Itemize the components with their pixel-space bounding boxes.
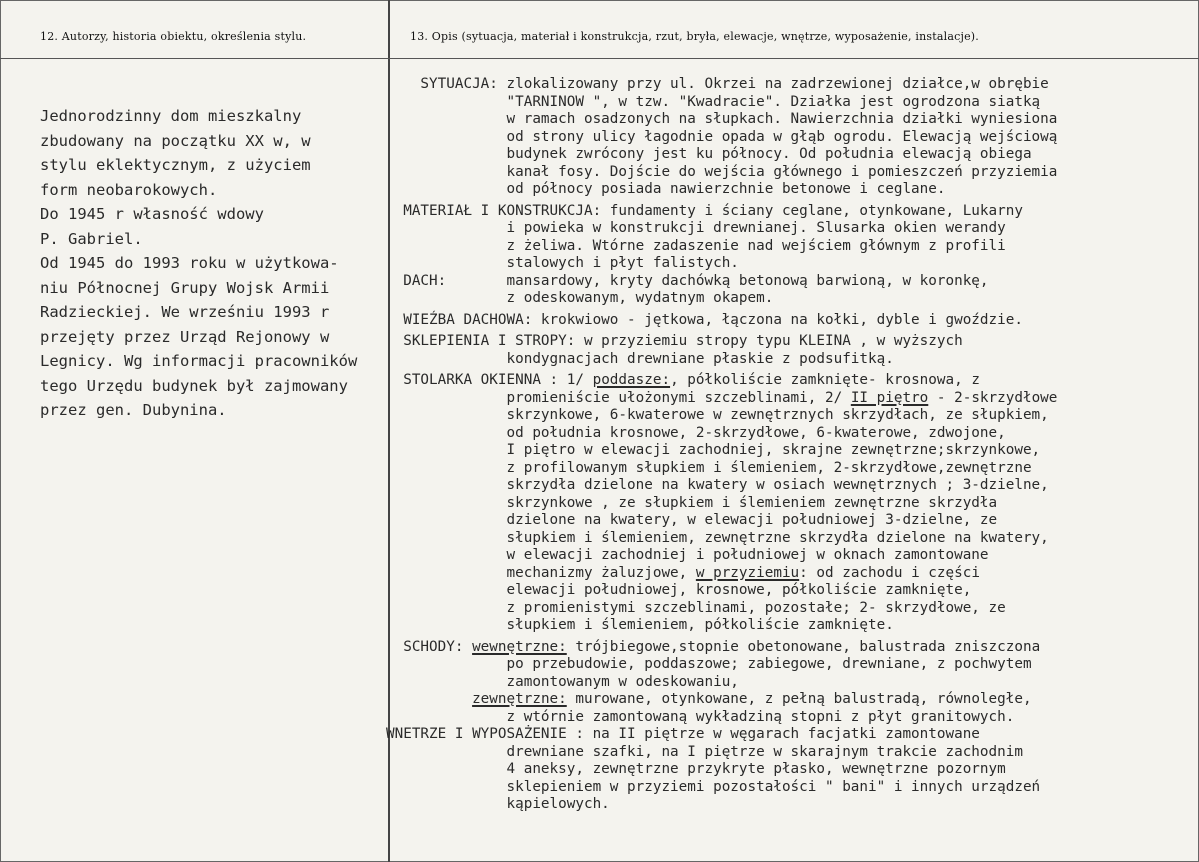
text-line bbox=[386, 390, 1196, 408]
text-line: z żeliwa. Wtórne zadaszenie nad wejściem głównym z profili bbox=[386, 237, 1006, 254]
section-material bbox=[386, 203, 1196, 273]
left-column-header: 12. Autorzy, historia obiektu, określenia stylu. bbox=[40, 30, 307, 43]
text-line: słupkiem i ślemieniem, zewnętrzne skrzydła dzielone na kwatery, bbox=[386, 529, 1049, 546]
history-line: Od 1945 do 1993 roku w użytkowa- bbox=[40, 254, 339, 272]
text-line: sklepieniem w przyziemi pozostałości " bani" i innych urządzeń bbox=[386, 778, 1041, 795]
text-line bbox=[386, 372, 1196, 390]
text-line: MATERIAŁ I KONSTRUKCJA: fundamenty i ściany ceglane, otynkowane, Lukarny bbox=[386, 202, 1023, 219]
history-line: Legnicy. Wg informacji pracowników bbox=[40, 352, 358, 370]
history-line: P. Gabriel. bbox=[40, 229, 143, 248]
history-line: zbudowany na początku XX w, w bbox=[40, 131, 311, 150]
text-line: zamontowanym w odeskowaniu, bbox=[386, 673, 739, 690]
text-line: skrzydła dzielone na kwatery w osiach wewnętrznych ; 3-dzielne, bbox=[386, 477, 1049, 493]
text-span: STOLARKA OKIENNA : 1/ bbox=[386, 372, 593, 388]
text-line: z profilowanym słupkiem i ślemieniem, 2-skrzydłowe,zewnętrzne bbox=[386, 459, 1032, 476]
text-line: SKLEPIENIA I STROPY: w przyziemiu stropy typu KLEINA , w wyższych bbox=[386, 333, 963, 349]
text-line bbox=[386, 565, 1196, 583]
header-divider bbox=[0, 58, 1199, 59]
text-line: z odeskowanym, wydatnym okapem. bbox=[386, 290, 774, 306]
text-span: SCHODY: bbox=[386, 638, 473, 655]
history-line: Radzieckiej. We wrześniu 1993 r bbox=[40, 303, 330, 321]
section-sytuacja bbox=[386, 76, 1196, 199]
text-line: po przebudowie, poddaszowe; zabiegowe, drewniane, z pochwytem bbox=[386, 656, 1032, 672]
text-line: w ramach osadzonych na słupkach. Nawierzchnia działki wyniesiona bbox=[386, 111, 1058, 127]
text-line: i powieka w konstrukcji drewnianej. Slusarka okien werandy bbox=[386, 220, 1006, 236]
text-line: skrzynkowe, 6-kwaterowe w zewnętrznych skrzydłach, ze słupkiem, bbox=[386, 407, 1049, 423]
text-span: promieniście ułożonymi szczeblinami, 2/ bbox=[386, 389, 851, 406]
history-line: tego Urzędu budynek był zajmowany bbox=[40, 376, 348, 395]
history-line: stylu eklektycznym, z użyciem bbox=[40, 156, 311, 174]
text-line: z wtórnie zamontowaną wykładziną stopni z płyt granitowych. bbox=[386, 708, 1015, 725]
text-line: kanał fosy. Dojście do wejścia głównego i pomieszczeń przyziemia bbox=[386, 163, 1058, 180]
text-line: słupkiem i ślemieniem, półkoliście zamknięte. bbox=[386, 617, 894, 633]
text-line: budynek zwrócony jest ku północy. Od południa elewacją obiega bbox=[386, 146, 1032, 162]
history-line: niu Północnej Grupy Wojsk Armii bbox=[40, 278, 330, 297]
description-text bbox=[386, 76, 1196, 814]
text-line: DACH: mansardowy, kryty dachówką betonową barwioną, w koronkę, bbox=[386, 272, 989, 289]
text-line bbox=[386, 639, 1196, 657]
text-span: murowane, otynkowane, z pełną balustradą, równoległe, bbox=[566, 691, 1032, 707]
underlined-term: w przyziemiu bbox=[695, 564, 800, 581]
underlined-term: wewnętrzne: bbox=[472, 638, 567, 655]
text-line: w elewacji zachodniej i południowej w oknach zamontowane bbox=[386, 547, 989, 563]
section-stolarka bbox=[386, 372, 1196, 635]
text-line: 4 aneksy, zewnętrzne przykryte płasko, wewnętrzne pozornym bbox=[386, 761, 1006, 777]
text-line: stalowych i płyt falistych. bbox=[386, 255, 739, 271]
text-line: WIEŹBA DACHOWA: krokwiowo - jętkowa, łączona na kołki, dyble i gwoździe. bbox=[386, 311, 1023, 328]
text-span: , półkoliście zamknięte- krosnowa, z bbox=[670, 372, 980, 388]
history-line: przez gen. Dubynina. bbox=[40, 401, 227, 419]
history-line: Jednorodzinny dom mieszkalny bbox=[40, 107, 302, 125]
text-line: WNETRZE I WYPOSAŻENIE : na II piętrze w węgarach facjatki zamontowane bbox=[386, 726, 980, 742]
underlined-term: poddasze: bbox=[592, 372, 671, 388]
history-line: form neobarokowych. bbox=[40, 180, 218, 199]
text-line: "TARNINOW ", w tzw. "Kwadracie". Działka jest ogrodzona siatką bbox=[386, 93, 1041, 110]
underlined-term: zewnętrzne: bbox=[472, 691, 567, 707]
text-line: dzielone na kwatery, w elewacji południowej 3-dzielne, ze bbox=[386, 512, 998, 528]
text-line: elewacji południowej, krosnowe, półkoliście zamknięte, bbox=[386, 582, 972, 598]
history-text bbox=[40, 104, 385, 423]
history-line: przejęty przez Urząd Rejonowy w bbox=[40, 327, 330, 346]
text-line: kąpielowych. bbox=[386, 796, 610, 812]
section-wnetrze bbox=[386, 726, 1196, 814]
history-line: Do 1945 r własność wdowy bbox=[40, 205, 264, 223]
underlined-term: II piętro bbox=[850, 389, 929, 406]
section-wiezba bbox=[386, 312, 1196, 330]
text-span: mechanizmy żaluzjowe, bbox=[386, 564, 696, 581]
section-schody bbox=[386, 639, 1196, 727]
text-line bbox=[386, 691, 1196, 709]
text-line: drewniane szafki, na I piętrze w skarajnym trakcie zachodnim bbox=[386, 743, 1023, 760]
text-span: trójbiegowe,stopnie obetonowane, balustrada zniszczona bbox=[566, 638, 1041, 655]
text-span bbox=[386, 691, 472, 707]
section-dach bbox=[386, 273, 1196, 308]
section-sklepienia bbox=[386, 333, 1196, 368]
text-span: - 2-skrzydłowe bbox=[928, 389, 1058, 406]
text-line: skrzynkowe , ze słupkiem i ślemieniem zewnętrzne skrzydła bbox=[386, 494, 998, 511]
text-line: kondygnacjach drewniane płaskie z podsufitką. bbox=[386, 350, 894, 367]
text-span: : od zachodu i części bbox=[799, 564, 980, 581]
text-line: I piętro w elewacji zachodniej, skrajne zewnętrzne;skrzynkowe, bbox=[386, 442, 1041, 458]
text-line: od północy posiada nawierzchnie betonowe i ceglane. bbox=[386, 181, 946, 197]
text-line: od strony ulicy łagodnie opada w głąb ogrodu. Elewacją wejściową bbox=[386, 128, 1058, 145]
text-line: od południa krosnowe, 2-skrzydłowe, 6-kwaterowe, zdwojone, bbox=[386, 424, 1006, 441]
right-column-header: 13. Opis (sytuacja, materiał i konstrukcja, rzut, bryła, elewacje, wnętrze, wyposażenie, instalacje). bbox=[410, 30, 979, 43]
text-line: SYTUACJA: zlokalizowany przy ul. Okrzei na zadrzewionej działce,w obrębie bbox=[386, 76, 1049, 92]
text-line: z promienistymi szczeblinami, pozostałe; 2- skrzydłowe, ze bbox=[386, 599, 1006, 616]
